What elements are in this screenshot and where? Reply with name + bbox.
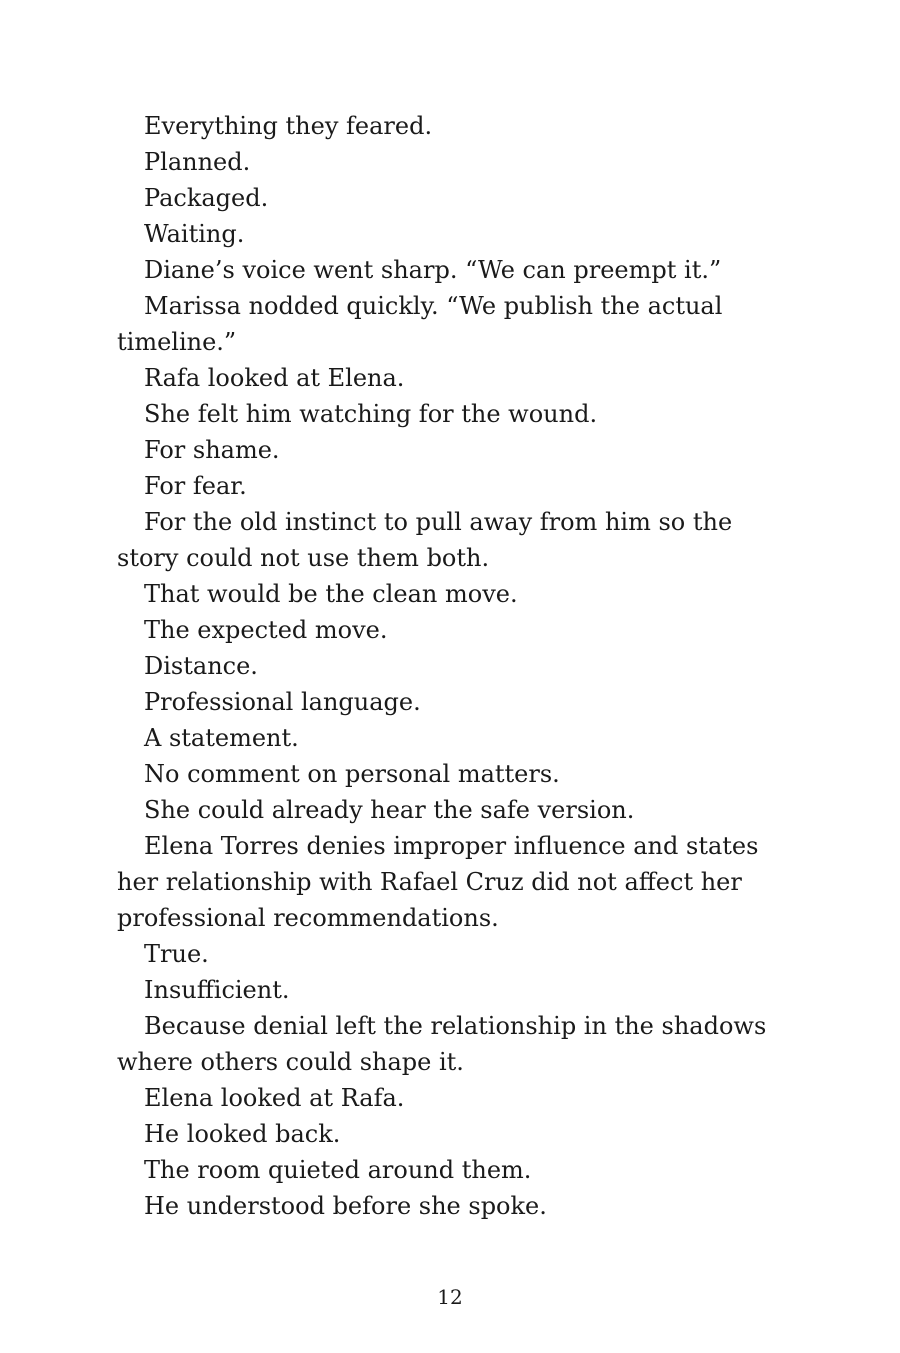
paragraph: A statement.	[144, 724, 299, 752]
page-number: 12	[437, 1285, 463, 1309]
paragraph: Planned.	[144, 148, 251, 176]
paragraph: She felt him watching for the wound.	[144, 400, 598, 428]
paragraph: That would be the clean move.	[144, 580, 518, 608]
paragraph: He looked back.	[144, 1120, 341, 1148]
paragraph: Packaged.	[144, 184, 269, 212]
paragraph: Elena Torres denies improper influence and states her relationship with Rafael Cruz did not affect her professional recommendations.	[117, 832, 759, 932]
paragraph: The room quieted around them.	[144, 1156, 532, 1184]
paragraph: For shame.	[144, 436, 280, 464]
paragraph: The expected move.	[144, 616, 388, 644]
paragraph: No comment on personal matters.	[144, 760, 560, 788]
paragraph: Because denial left the relationship in the shadows where others could shape it.	[117, 1012, 767, 1076]
paragraph: Everything they feared.	[144, 112, 433, 140]
body-text	[117, 108, 797, 1224]
paragraph: Elena looked at Rafa.	[144, 1084, 405, 1112]
paragraph: He understood before she spoke.	[144, 1192, 547, 1220]
paragraph: She could already hear the safe version.	[144, 796, 635, 824]
paragraph: True.	[144, 940, 209, 968]
paragraph: Rafa looked at Elena.	[144, 364, 405, 392]
paragraph: Insufficient.	[144, 976, 290, 1004]
paragraph: Waiting.	[144, 220, 245, 248]
paragraph: Professional language.	[144, 688, 421, 716]
paragraph: Diane’s voice went sharp. “We can preempt it.”	[144, 256, 722, 284]
paragraph: For the old instinct to pull away from him so the story could not use them both.	[117, 508, 733, 572]
paragraph: Marissa nodded quickly. “We publish the actual timeline.”	[117, 292, 723, 356]
paragraph: For fear.	[144, 472, 247, 500]
paragraph: Distance.	[144, 652, 258, 680]
